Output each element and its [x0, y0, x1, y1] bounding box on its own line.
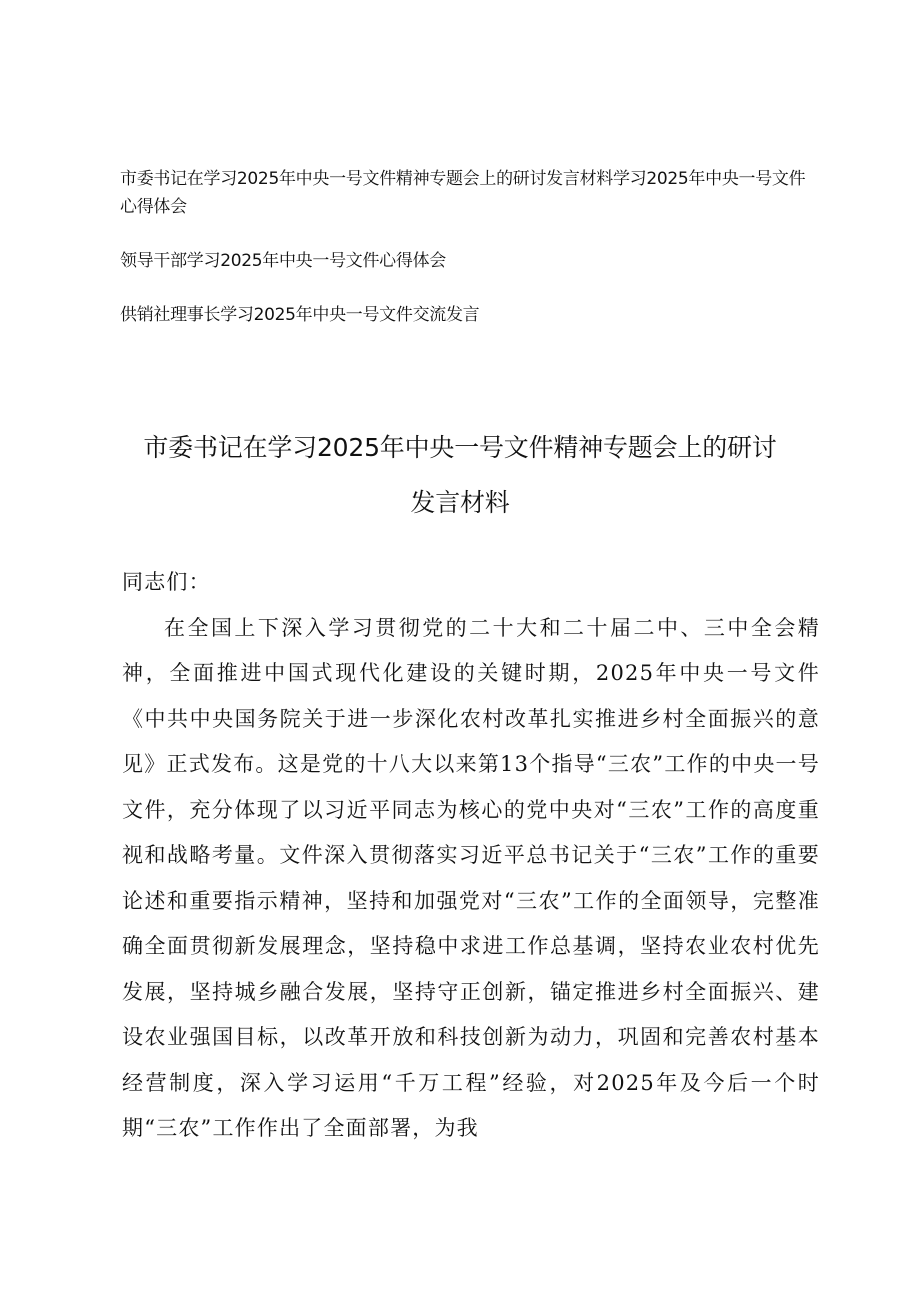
- document-body: [122, 560, 820, 1152]
- document-list-item: 市委书记在学习2025年中央一号文件精神专题会上的研讨发言材料学习2025年中央一号文件心得体会: [120, 169, 806, 217]
- document-list-item: 供销社理事长学习2025年中央一号文件交流发言: [120, 305, 480, 325]
- body-paragraph: 在全国上下深入学习贯彻党的二十大和二十届二中、三中全会精神，全面推进中国式现代化建设的关键时期，2025年中央一号文件《中共中央国务院关于进一步深化农村改革扎实推进乡村全面振兴的意见》正式发布。这是党的十八大以来第13个指导“三农”工作的中央一号文件，充分体现了以习近平同志为核心的党中央对“三农”工作的高度重视和战略考量。文件深入贯彻落实习近平总书记关于“三农”工作的重要论述和重要指示精神，坚持和加强党对“三农”工作的全面领导，完整准确全面贯彻新发展理念，坚持稳中求进工作总基调，坚持农业农村优先发展，坚持城乡融合发展，坚持守正创新，锚定推进乡村全面振兴、建设农业强国目标，以改革开放和科技创新为动力，巩固和完善农村基本经营制度，深入学习运用“千万工程”经验，对2025年及今后一个时期“三农”工作作出了全面部署，为我: [122, 615, 820, 1140]
- document-list: [120, 165, 820, 355]
- document-list-item: 领导干部学习2025年中央一号文件心得体会: [120, 251, 446, 271]
- salutation: 同志们：: [122, 570, 211, 594]
- document-title: 市委书记在学习2025年中央一号文件精神专题会上的研讨发言材料: [143, 433, 777, 517]
